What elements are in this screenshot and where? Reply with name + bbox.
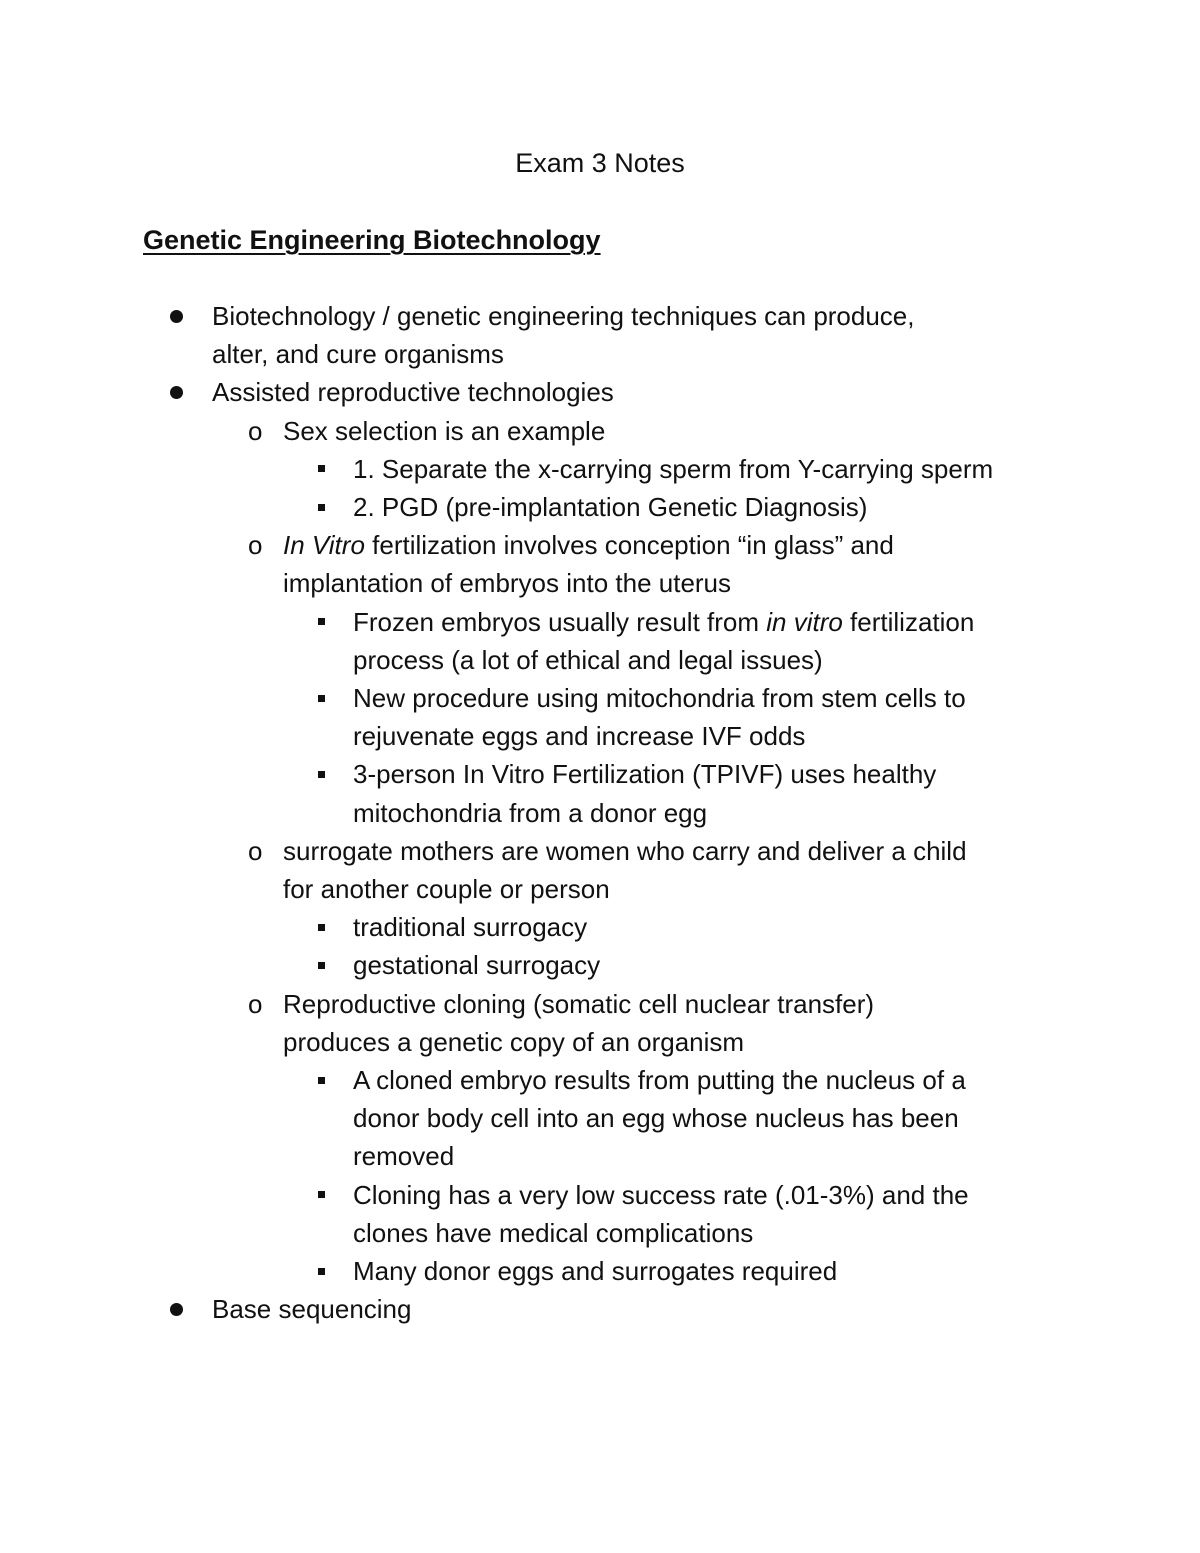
list-item: Many donor eggs and surrogates required xyxy=(0,1252,1200,1290)
list-item: o Reproductive cloning (somatic cell nuclear transfer) produces a genetic copy of an organism xyxy=(0,985,1200,1061)
bullet-square-icon xyxy=(318,1061,325,1099)
bullet-square-icon xyxy=(318,908,325,946)
bullet-square-icon xyxy=(318,1176,325,1214)
list-item: Frozen embryos usually result from in vitro fertilization process (a lot of ethical and legal issues) xyxy=(0,603,1200,679)
bullet-dot-icon xyxy=(170,373,183,411)
bullet-square-icon xyxy=(318,488,325,526)
notes-list xyxy=(0,297,1200,1328)
bullet-square-icon xyxy=(318,755,325,793)
list-item: Biotechnology / genetic engineering techniques can produce, alter, and cure organisms xyxy=(0,297,1200,373)
list-item: 1. Separate the x-carrying sperm from Y-carrying sperm xyxy=(0,450,1200,488)
list-item: gestational surrogacy xyxy=(0,946,1200,984)
italic-term: In Vitro xyxy=(283,530,365,561)
list-item: Base sequencing xyxy=(0,1290,1200,1328)
list-item: A cloned embryo results from putting the nucleus of a donor body cell into an egg whose nucleus has been removed xyxy=(0,1061,1200,1176)
list-item: Assisted reproductive technologies xyxy=(0,373,1200,411)
list-item: Cloning has a very low success rate (.01-3%) and the clones have medical complications xyxy=(0,1176,1200,1252)
list-item: o In Vitro fertilization involves conception “in glass” and implantation of embryos into the uterus xyxy=(0,526,1200,602)
bullet-circle-icon: o xyxy=(248,530,263,561)
bullet-square-icon xyxy=(318,946,325,984)
italic-term: in vitro xyxy=(766,606,843,637)
list-item: New procedure using mitochondria from stem cells to rejuvenate eggs and increase IVF odds xyxy=(0,679,1200,755)
document-title: Exam 3 Notes xyxy=(515,148,685,178)
list-item: o surrogate mothers are women who carry and deliver a child for another couple or person xyxy=(0,832,1200,908)
bullet-square-icon xyxy=(318,1252,325,1290)
bullet-square-icon xyxy=(318,450,325,488)
bullet-dot-icon xyxy=(170,297,183,335)
bullet-dot-icon xyxy=(170,1290,183,1328)
bullet-circle-icon: o xyxy=(248,835,263,866)
bullet-square-icon xyxy=(318,679,325,717)
bullet-circle-icon: o xyxy=(248,988,263,1019)
bullet-square-icon xyxy=(318,603,325,641)
section-heading: Genetic Engineering Biotechnology xyxy=(143,225,601,255)
list-item: o Sex selection is an example xyxy=(0,412,1200,450)
list-item: 3-person In Vitro Fertilization (TPIVF) uses healthy mitochondria from a donor egg xyxy=(0,755,1200,831)
list-item: 2. PGD (pre-implantation Genetic Diagnosis) xyxy=(0,488,1200,526)
list-item: traditional surrogacy xyxy=(0,908,1200,946)
bullet-circle-icon: o xyxy=(248,415,263,446)
